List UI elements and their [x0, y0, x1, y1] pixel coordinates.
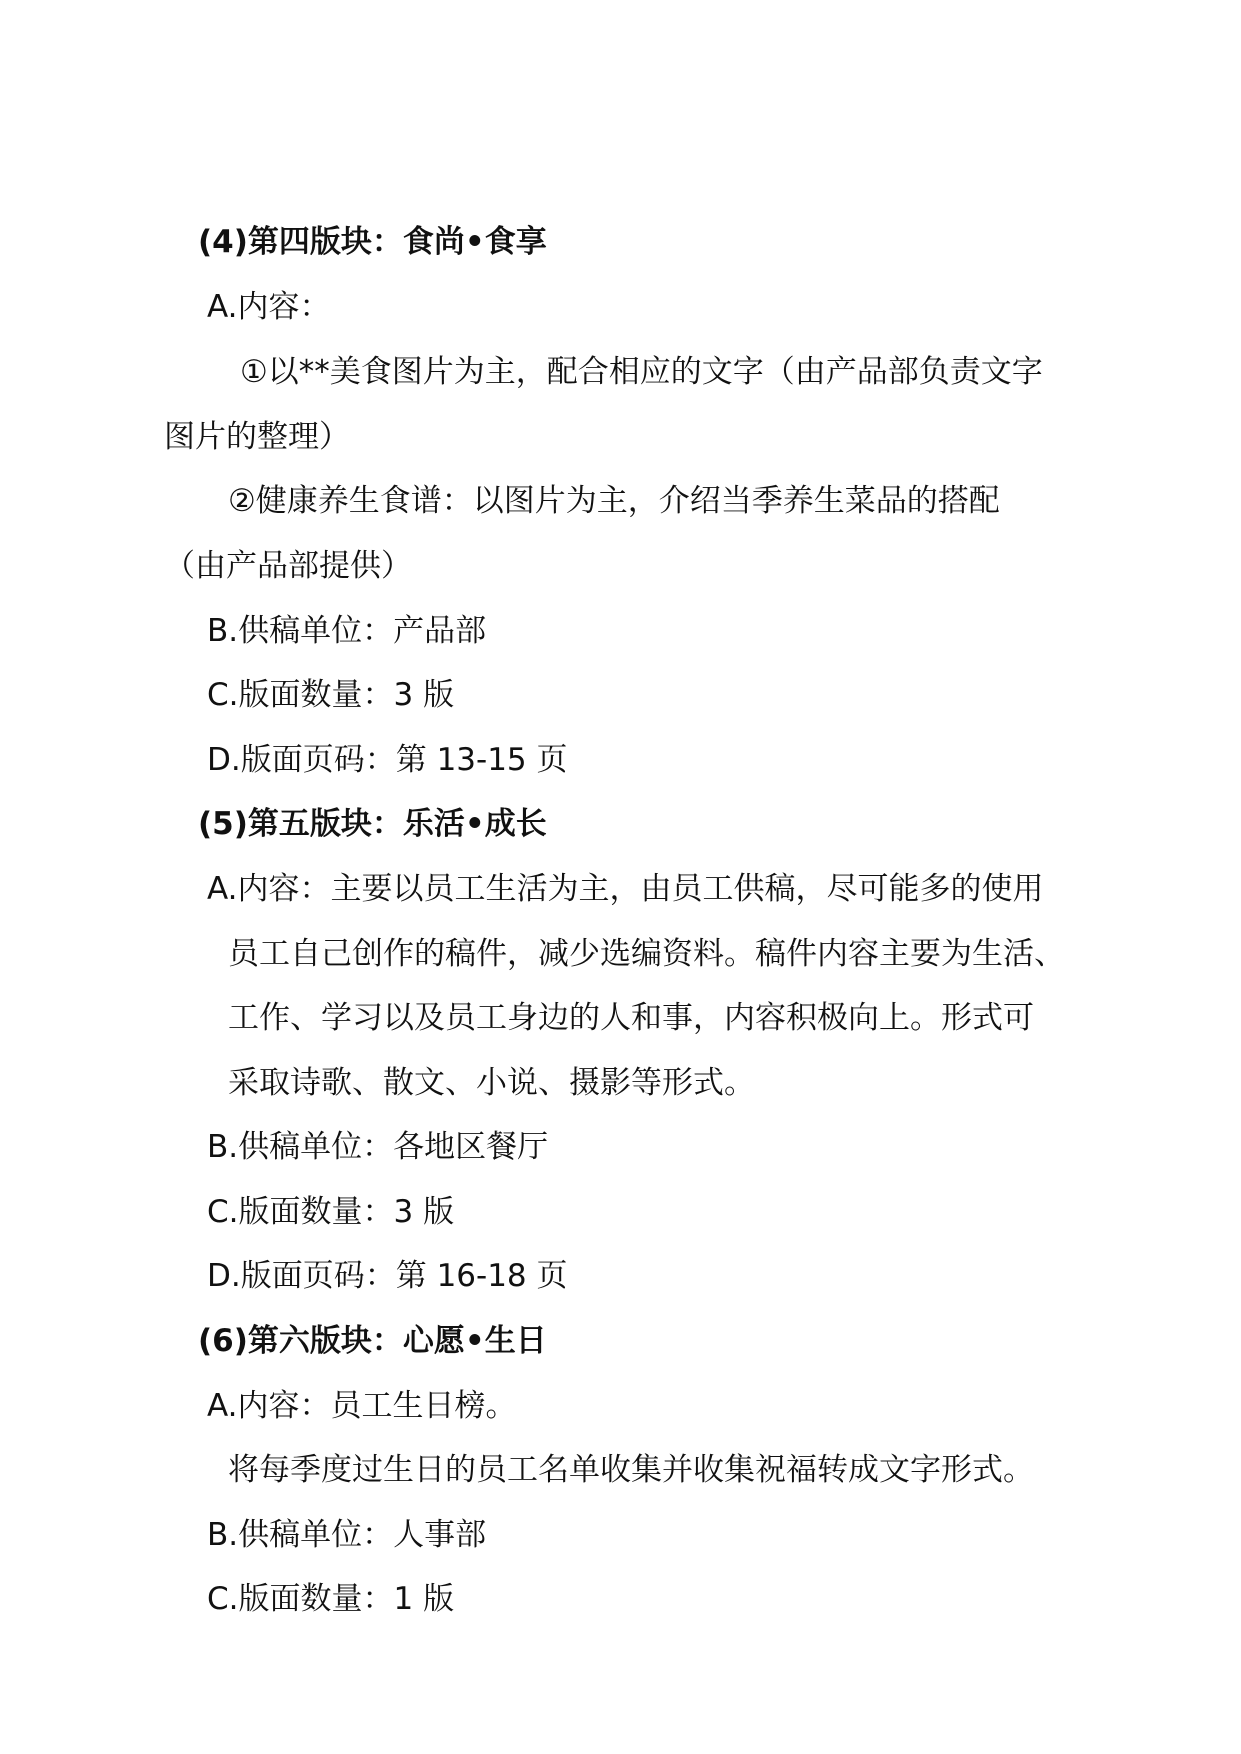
section4-item1-line2: 图片的整理）: [164, 419, 350, 455]
section4-supplier: B.供稿单位：产品部: [207, 613, 487, 649]
section4-item2-line2: （由产品部提供）: [164, 548, 412, 584]
section5-supplier: B.供稿单位：各地区餐厅: [207, 1129, 549, 1165]
section5-content-line4: 采取诗歌、散文、小说、摄影等形式。: [228, 1065, 755, 1101]
section4-content-label: A.内容：: [207, 289, 331, 325]
section4-item1-line1: ①以**美食图片为主，配合相应的文字（由产品部负责文字: [240, 354, 1043, 390]
section5-content-line1: A.内容：主要以员工生活为主，由员工供稿，尽可能多的使用: [207, 871, 1044, 907]
section5-pages: D.版面页码：第 16-18 页: [207, 1258, 568, 1294]
section6-content-line1: A.内容：员工生日榜。: [207, 1388, 517, 1424]
section4-item2-line1: ②健康养生食谱：以图片为主，介绍当季养生菜品的搭配: [228, 483, 1000, 519]
section5-content-line2: 员工自己创作的稿件，减少选编资料。稿件内容主要为生活、: [228, 936, 1065, 972]
section4-count: C.版面数量：3 版: [207, 677, 455, 713]
section6-count: C.版面数量：1 版: [207, 1581, 455, 1617]
section6-content-line2: 将每季度过生日的员工名单收集并收集祝福转成文字形式。: [228, 1452, 1034, 1488]
section6-heading: (6)第六版块：心愿•生日: [198, 1323, 547, 1359]
section4-pages: D.版面页码：第 13-15 页: [207, 742, 568, 778]
section5-count: C.版面数量：3 版: [207, 1194, 455, 1230]
section4-heading: (4)第四版块：食尚•食享: [198, 224, 547, 260]
section5-content-line3: 工作、学习以及员工身边的人和事，内容积极向上。形式可: [228, 1000, 1034, 1036]
section6-supplier: B.供稿单位：人事部: [207, 1517, 487, 1553]
section5-heading: (5)第五版块：乐活•成长: [198, 806, 547, 842]
